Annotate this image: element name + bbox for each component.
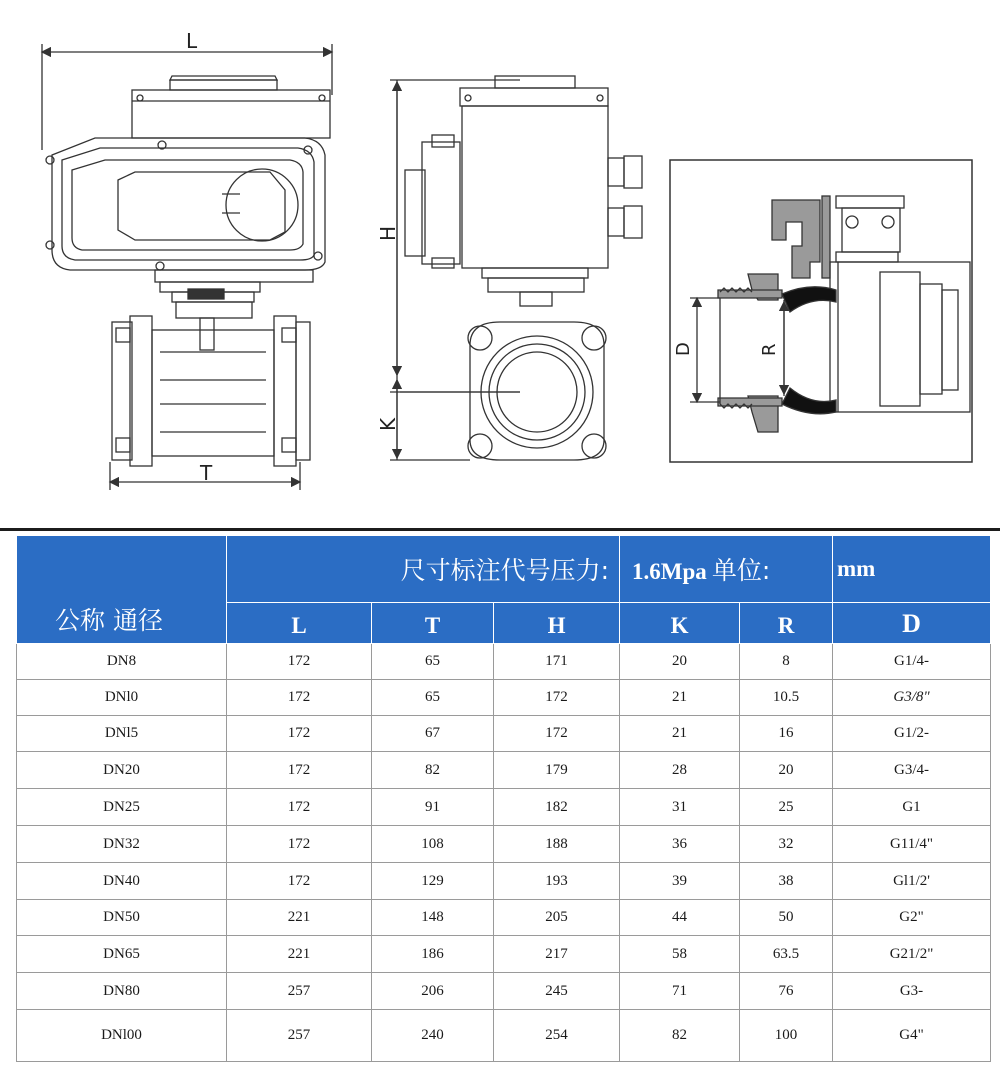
header-pressure	[620, 536, 833, 603]
cell-d: G3-	[833, 973, 991, 1010]
cell-t: 148	[372, 900, 494, 936]
cell-h: 188	[494, 826, 620, 863]
cell-r: 32	[740, 826, 833, 863]
col-D	[833, 603, 991, 644]
cell-t: 91	[372, 789, 494, 826]
cell-h: 179	[494, 752, 620, 789]
cell-t: 240	[372, 1010, 494, 1062]
cell-dn: DN50	[17, 900, 227, 936]
cell-dn: DNl5	[17, 716, 227, 752]
cell-d: Gl1/2'	[833, 863, 991, 900]
cell-r: 63.5	[740, 936, 833, 973]
col-T	[372, 603, 494, 644]
table-row	[17, 1010, 991, 1062]
cell-dn: DNl0	[17, 680, 227, 716]
section-view	[670, 160, 972, 462]
table-row	[17, 973, 991, 1010]
cell-k: 28	[620, 752, 740, 789]
cell-r: 76	[740, 973, 833, 1010]
cell-dn: DN65	[17, 936, 227, 973]
cell-t: 186	[372, 936, 494, 973]
cell-h: 182	[494, 789, 620, 826]
cell-r: 25	[740, 789, 833, 826]
cell-dn: DN32	[17, 826, 227, 863]
cell-k: 44	[620, 900, 740, 936]
technical-drawings	[0, 0, 1000, 528]
cell-r: 100	[740, 1010, 833, 1062]
cell-k: 82	[620, 1010, 740, 1062]
front-view	[42, 44, 332, 490]
cell-dn: DN80	[17, 973, 227, 1010]
side-view	[390, 76, 642, 460]
table-header-row	[17, 536, 991, 603]
header-unit	[833, 536, 991, 603]
cell-r: 16	[740, 716, 833, 752]
cell-r: 20	[740, 752, 833, 789]
cell-d: G3/4-	[833, 752, 991, 789]
cell-h: 217	[494, 936, 620, 973]
cell-h: 254	[494, 1010, 620, 1062]
label-K: K	[376, 417, 400, 431]
cell-l: 221	[227, 936, 372, 973]
label-L: L	[186, 29, 198, 53]
col-L-label: L	[291, 613, 307, 638]
unit-cn: 单位:	[711, 556, 771, 585]
separator-rule	[0, 528, 1000, 531]
cell-d: G4"	[833, 1010, 991, 1062]
col-H	[494, 603, 620, 644]
cell-l: 172	[227, 863, 372, 900]
label-R: R	[759, 343, 780, 356]
pressure-value: 1.6Mpa	[632, 559, 707, 584]
table-row	[17, 752, 991, 789]
cell-h: 172	[494, 680, 620, 716]
cell-t: 108	[372, 826, 494, 863]
cell-dn: DN25	[17, 789, 227, 826]
cell-l: 172	[227, 644, 372, 680]
cell-k: 36	[620, 826, 740, 863]
col-K	[620, 603, 740, 644]
cell-l: 172	[227, 789, 372, 826]
col-H-label: H	[547, 613, 566, 638]
cell-l: 257	[227, 1010, 372, 1062]
col-K-label: K	[670, 613, 689, 638]
col-R-label: R	[777, 613, 795, 638]
cell-h: 245	[494, 973, 620, 1010]
table-row	[17, 936, 991, 973]
nominal-label: 公称 通径	[55, 606, 163, 635]
label-T: T	[200, 461, 213, 485]
cell-dn: DN8	[17, 644, 227, 680]
title-cn: 尺寸标注代号压力:	[400, 556, 610, 585]
cell-k: 58	[620, 936, 740, 973]
cell-k: 71	[620, 973, 740, 1010]
cell-d: G2"	[833, 900, 991, 936]
unit-value: mm	[837, 556, 876, 581]
col-R	[740, 603, 833, 644]
cell-k: 21	[620, 680, 740, 716]
cell-d: G1	[833, 789, 991, 826]
cell-t: 65	[372, 680, 494, 716]
col-D-label: D	[902, 609, 921, 638]
cell-l: 221	[227, 900, 372, 936]
cell-r: 10.5	[740, 680, 833, 716]
header-title	[227, 536, 620, 603]
cell-d: G3/8"	[833, 680, 991, 716]
label-H: H	[376, 225, 400, 241]
cell-t: 129	[372, 863, 494, 900]
spec-table	[16, 535, 991, 1062]
cell-t: 82	[372, 752, 494, 789]
cell-h: 205	[494, 900, 620, 936]
cell-d: G21/2"	[833, 936, 991, 973]
cell-dn: DN20	[17, 752, 227, 789]
cell-l: 172	[227, 680, 372, 716]
table-body	[17, 644, 991, 1062]
col-L	[227, 603, 372, 644]
table-row	[17, 644, 991, 680]
table-row	[17, 863, 991, 900]
cell-k: 21	[620, 716, 740, 752]
cell-l: 172	[227, 716, 372, 752]
cell-h: 171	[494, 644, 620, 680]
cell-d: G11/4"	[833, 826, 991, 863]
cell-l: 257	[227, 973, 372, 1010]
header-nominal-size	[17, 536, 227, 644]
cell-dn: DNl00	[17, 1010, 227, 1062]
table-row	[17, 900, 991, 936]
cell-r: 50	[740, 900, 833, 936]
cell-k: 31	[620, 789, 740, 826]
table-row	[17, 826, 991, 863]
cell-t: 65	[372, 644, 494, 680]
cell-dn: DN40	[17, 863, 227, 900]
cell-t: 67	[372, 716, 494, 752]
label-D: D	[673, 342, 694, 356]
col-T-label: T	[424, 613, 441, 638]
table-row	[17, 716, 991, 752]
cell-t: 206	[372, 973, 494, 1010]
cell-l: 172	[227, 826, 372, 863]
cell-d: G1/4-	[833, 644, 991, 680]
table-row	[17, 789, 991, 826]
cell-k: 20	[620, 644, 740, 680]
cell-r: 38	[740, 863, 833, 900]
cell-h: 172	[494, 716, 620, 752]
cell-l: 172	[227, 752, 372, 789]
table-row	[17, 680, 991, 716]
cell-d: G1/2-	[833, 716, 991, 752]
cell-h: 193	[494, 863, 620, 900]
cell-k: 39	[620, 863, 740, 900]
cell-r: 8	[740, 644, 833, 680]
